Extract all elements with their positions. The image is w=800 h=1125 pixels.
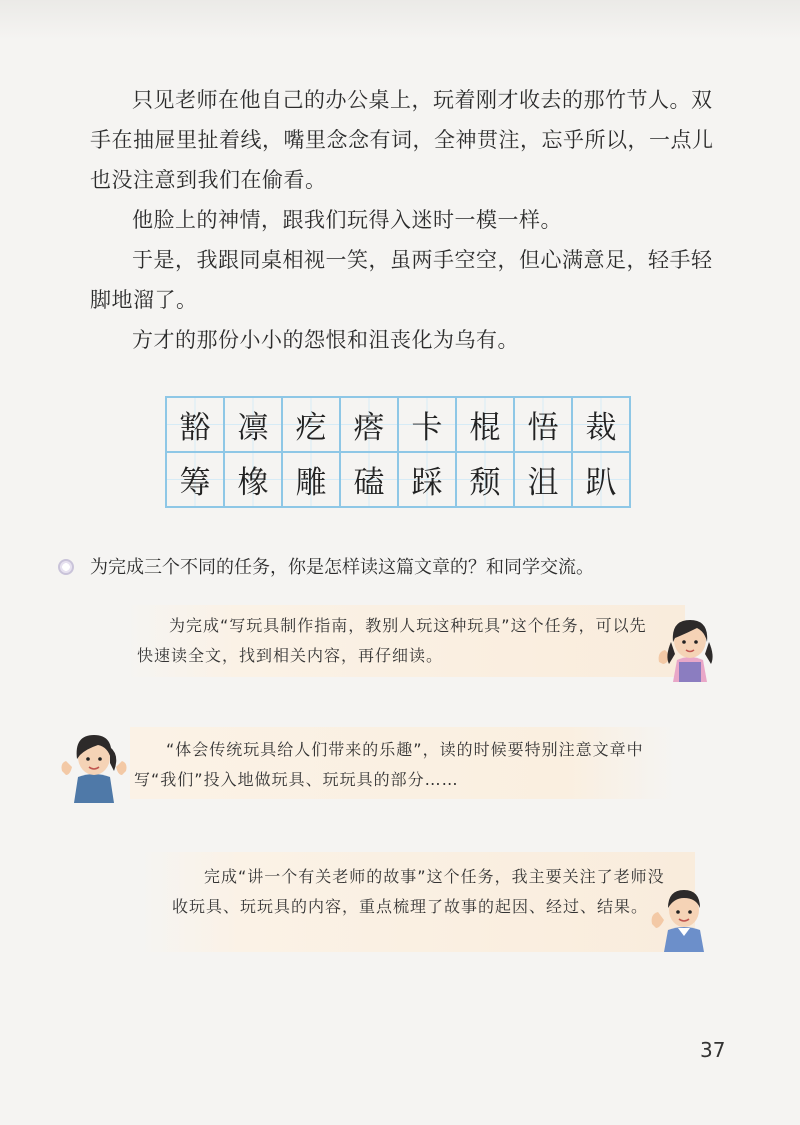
character-cell: 筹 [166, 452, 224, 507]
character-row [166, 452, 630, 507]
discussion-prompt [58, 555, 758, 581]
circle-bullet-icon [58, 559, 74, 575]
character-cell: 悟 [514, 397, 572, 452]
story-text [90, 80, 730, 360]
bubble-text: 完成“讲一个有关老师的故事”这个任务，我主要关注了老师没收玩具、玩玩具的内容，重点梳理了故事的起因、经过、结果。 [172, 867, 665, 916]
character-cell: 棍 [456, 397, 514, 452]
speech-bubble [140, 852, 695, 952]
story-paragraph: 于是，我跟同桌相视一笑，虽两手空空，但心满意足，轻手轻脚地溜了。 [90, 248, 713, 312]
character-cell: 橡 [224, 452, 282, 507]
character-cell: 磕 [340, 452, 398, 507]
character-cell: 雕 [282, 452, 340, 507]
top-shade [0, 0, 800, 40]
bubble-text: 为完成“写玩具制作指南，教别人玩这种玩具”这个任务，可以先快速读全文，找到相关内容，再仔细读。 [137, 616, 647, 665]
girl-ponytail-avatar [58, 725, 130, 805]
character-cell: 趴 [572, 452, 630, 507]
character-cell: 踩 [398, 452, 456, 507]
story-paragraph: 他脸上的神情，跟我们玩得入迷时一模一样。 [132, 208, 562, 232]
character-cell: 沮 [514, 452, 572, 507]
character-cell: 疙 [282, 397, 340, 452]
girl-pigtails-avatar [655, 612, 725, 684]
character-cell: 瘩 [340, 397, 398, 452]
story-paragraph: 方才的那份小小的怨恨和沮丧化为乌有。 [132, 328, 519, 352]
story-paragraph: 只见老师在他自己的办公桌上，玩着刚才收去的那竹节人。双手在抽屉里扯着线，嘴里念念有词，全神贯注，忘乎所以，一点儿也没注意到我们在偷看。 [90, 88, 714, 192]
character-grid [165, 396, 631, 508]
character-row [166, 397, 630, 452]
page-number: 37 [700, 1038, 726, 1062]
speech-bubble [125, 605, 685, 677]
character-cell: 豁 [166, 397, 224, 452]
speech-bubble [130, 727, 675, 799]
prompt-text: 为完成三个不同的任务，你是怎样读这篇文章的？和同学交流。 [90, 557, 594, 578]
bubble-text: “体会传统玩具给人们带来的乐趣”，读的时候要特别注意文章中写“我们”投入地做玩具、玩玩具的部分…… [134, 740, 644, 789]
character-cell: 颓 [456, 452, 514, 507]
character-cell: 卡 [398, 397, 456, 452]
boy-avatar [648, 882, 720, 954]
character-cell: 凛 [224, 397, 282, 452]
character-cell: 裁 [572, 397, 630, 452]
